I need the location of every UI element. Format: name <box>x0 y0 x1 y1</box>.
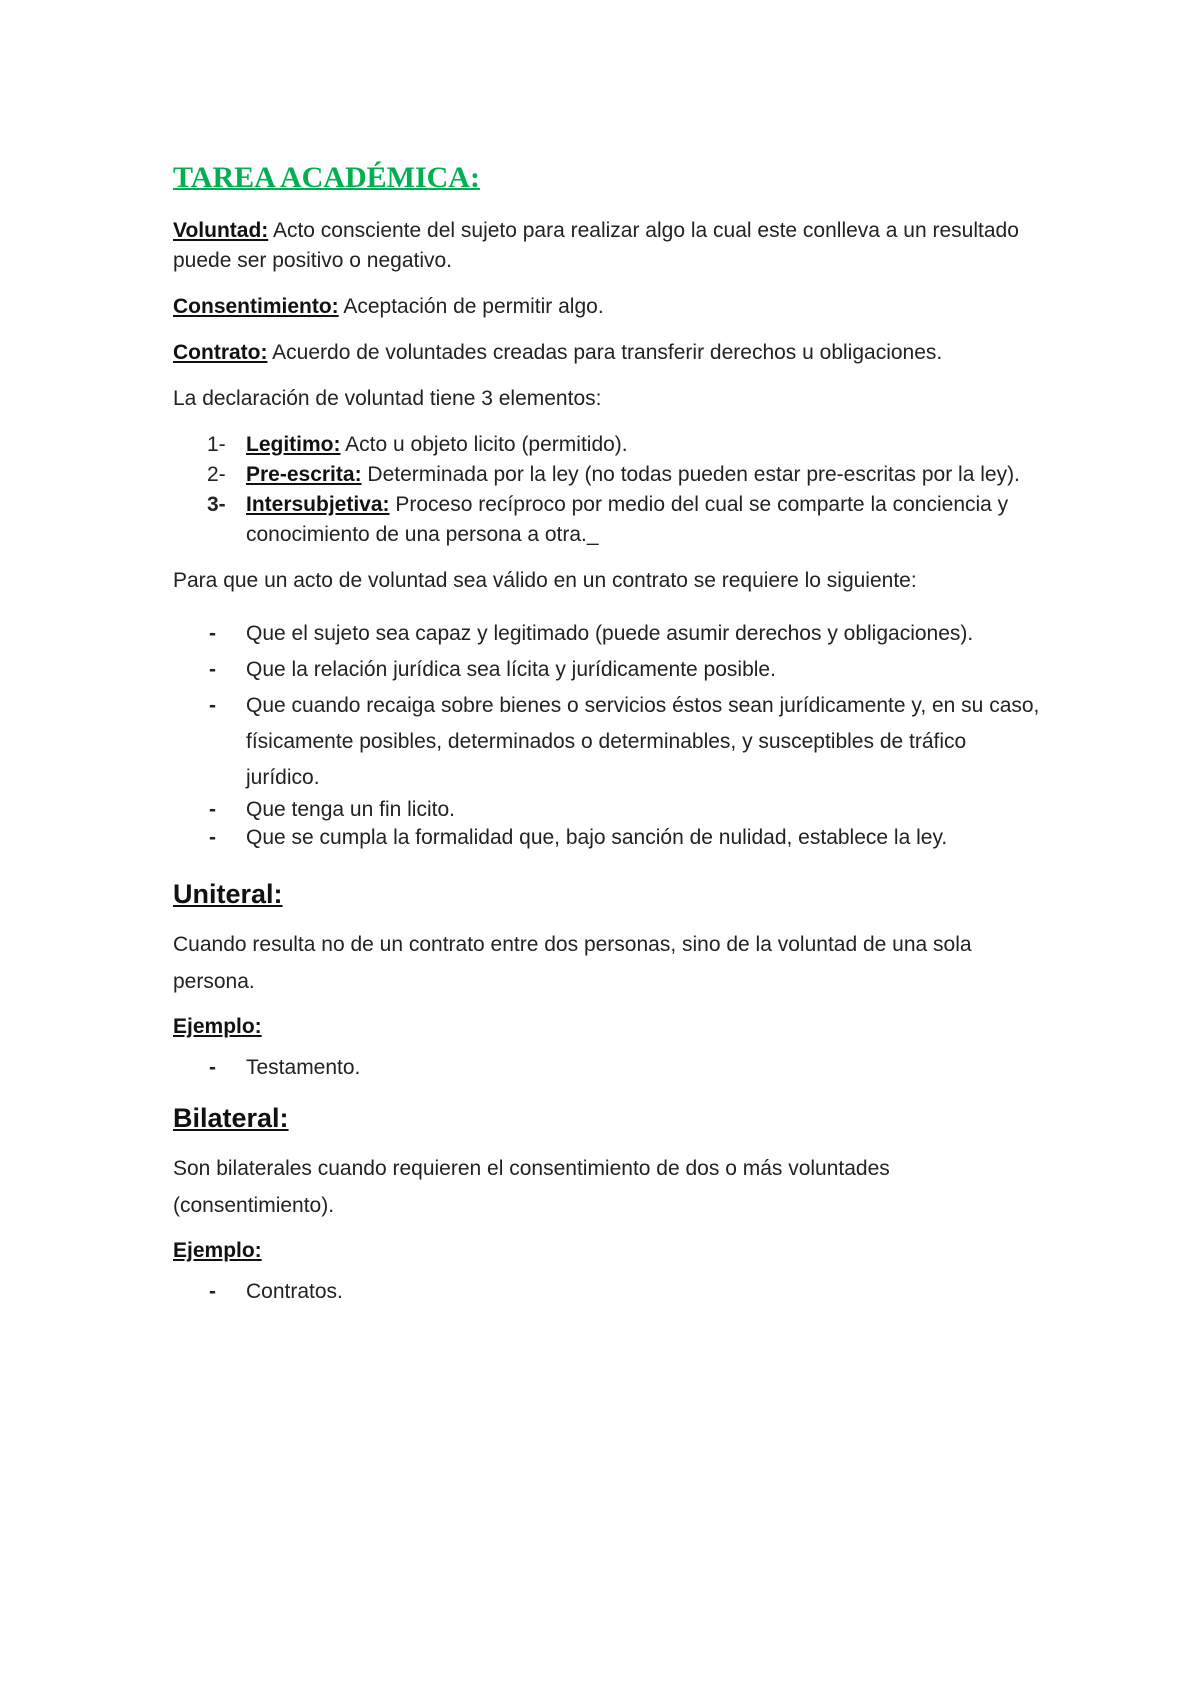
section-text-bilateral: Son bilaterales cuando requieren el consentimiento de dos o más voluntades (consentimiento). <box>173 1157 890 1217</box>
section-heading-unilateral: Uniteral: <box>173 879 283 909</box>
requirements-list <box>173 616 1043 852</box>
list-item: - Que cuando recaiga sobre bienes o servicios éstos sean jurídicamente y, en su caso, físicamente posibles, determinados o determinables, y susceptibles de tráfico jurídico. <box>173 688 1043 796</box>
elements-list <box>173 430 1043 550</box>
list-item: - Que tenga un fin licito. <box>173 796 1043 824</box>
section-text-unilateral: Cuando resulta no de un contrato entre dos personas, sino de la voluntad de una sola persona. <box>173 933 972 993</box>
element-text: Proceso recíproco por medio del cual se comparte la conciencia y conocimiento de una persona a otra._ <box>246 493 1009 546</box>
list-item: - Testamento. <box>173 1050 1043 1086</box>
list-number: 3- <box>207 493 226 516</box>
definition-text: Acuerdo de voluntades creadas para transferir derechos u obligaciones. <box>267 341 943 364</box>
requirements-intro: Para que un acto de voluntad sea válido en un contrato se requiere lo siguiente: <box>173 569 917 592</box>
example-list <box>173 1274 1043 1310</box>
dash-bullet: - <box>209 1280 216 1303</box>
list-item <box>173 430 1043 460</box>
element-text: Determinada por la ley (no todas pueden estar pre-escritas por la ley). <box>361 463 1020 486</box>
definition-text: Acto consciente del sujeto para realizar algo la cual este conlleva a un resultado puede ser positivo o negativo. <box>173 219 1019 272</box>
list-item: - Que la relación jurídica sea lícita y jurídicamente posible. <box>173 652 1043 688</box>
element-text: Acto u objeto licito (permitido). <box>340 433 628 456</box>
list-number: 2- <box>207 463 226 486</box>
element-term: Pre-escrita: <box>246 463 362 486</box>
section-heading-bilateral: Bilateral: <box>173 1103 289 1133</box>
list-number: 1- <box>207 433 226 456</box>
dash-bullet: - <box>209 694 216 717</box>
elements-intro: La declaración de voluntad tiene 3 elementos: <box>173 387 602 410</box>
list-item <box>173 490 1043 550</box>
definition-contrato <box>173 338 1043 368</box>
definition-term: Consentimiento: <box>173 295 339 318</box>
element-term: Legitimo: <box>246 433 341 456</box>
list-item: - Contratos. <box>173 1274 1043 1310</box>
list-item <box>173 460 1043 490</box>
list-item: - Que se cumpla la formalidad que, bajo sanción de nulidad, establece la ley. <box>173 824 1043 852</box>
dash-bullet: - <box>209 1056 216 1079</box>
definition-consentimiento <box>173 292 1043 322</box>
example-list <box>173 1050 1043 1086</box>
definition-term: Voluntad: <box>173 219 269 242</box>
list-item: - Que el sujeto sea capaz y legitimado (puede asumir derechos y obligaciones). <box>173 616 1043 652</box>
definition-text: Aceptación de permitir algo. <box>338 295 604 318</box>
dash-bullet: - <box>209 798 216 821</box>
document-body <box>173 160 1043 1334</box>
example-label: Ejemplo: <box>173 1239 262 1262</box>
definition-voluntad <box>173 216 1043 276</box>
dash-bullet: - <box>209 826 216 849</box>
dash-bullet: - <box>209 658 216 681</box>
document-title: TAREA ACADÉMICA: <box>173 161 480 194</box>
example-label: Ejemplo: <box>173 1015 262 1038</box>
dash-bullet: - <box>209 622 216 645</box>
definition-term: Contrato: <box>173 341 268 364</box>
element-term: Intersubjetiva: <box>246 493 390 516</box>
